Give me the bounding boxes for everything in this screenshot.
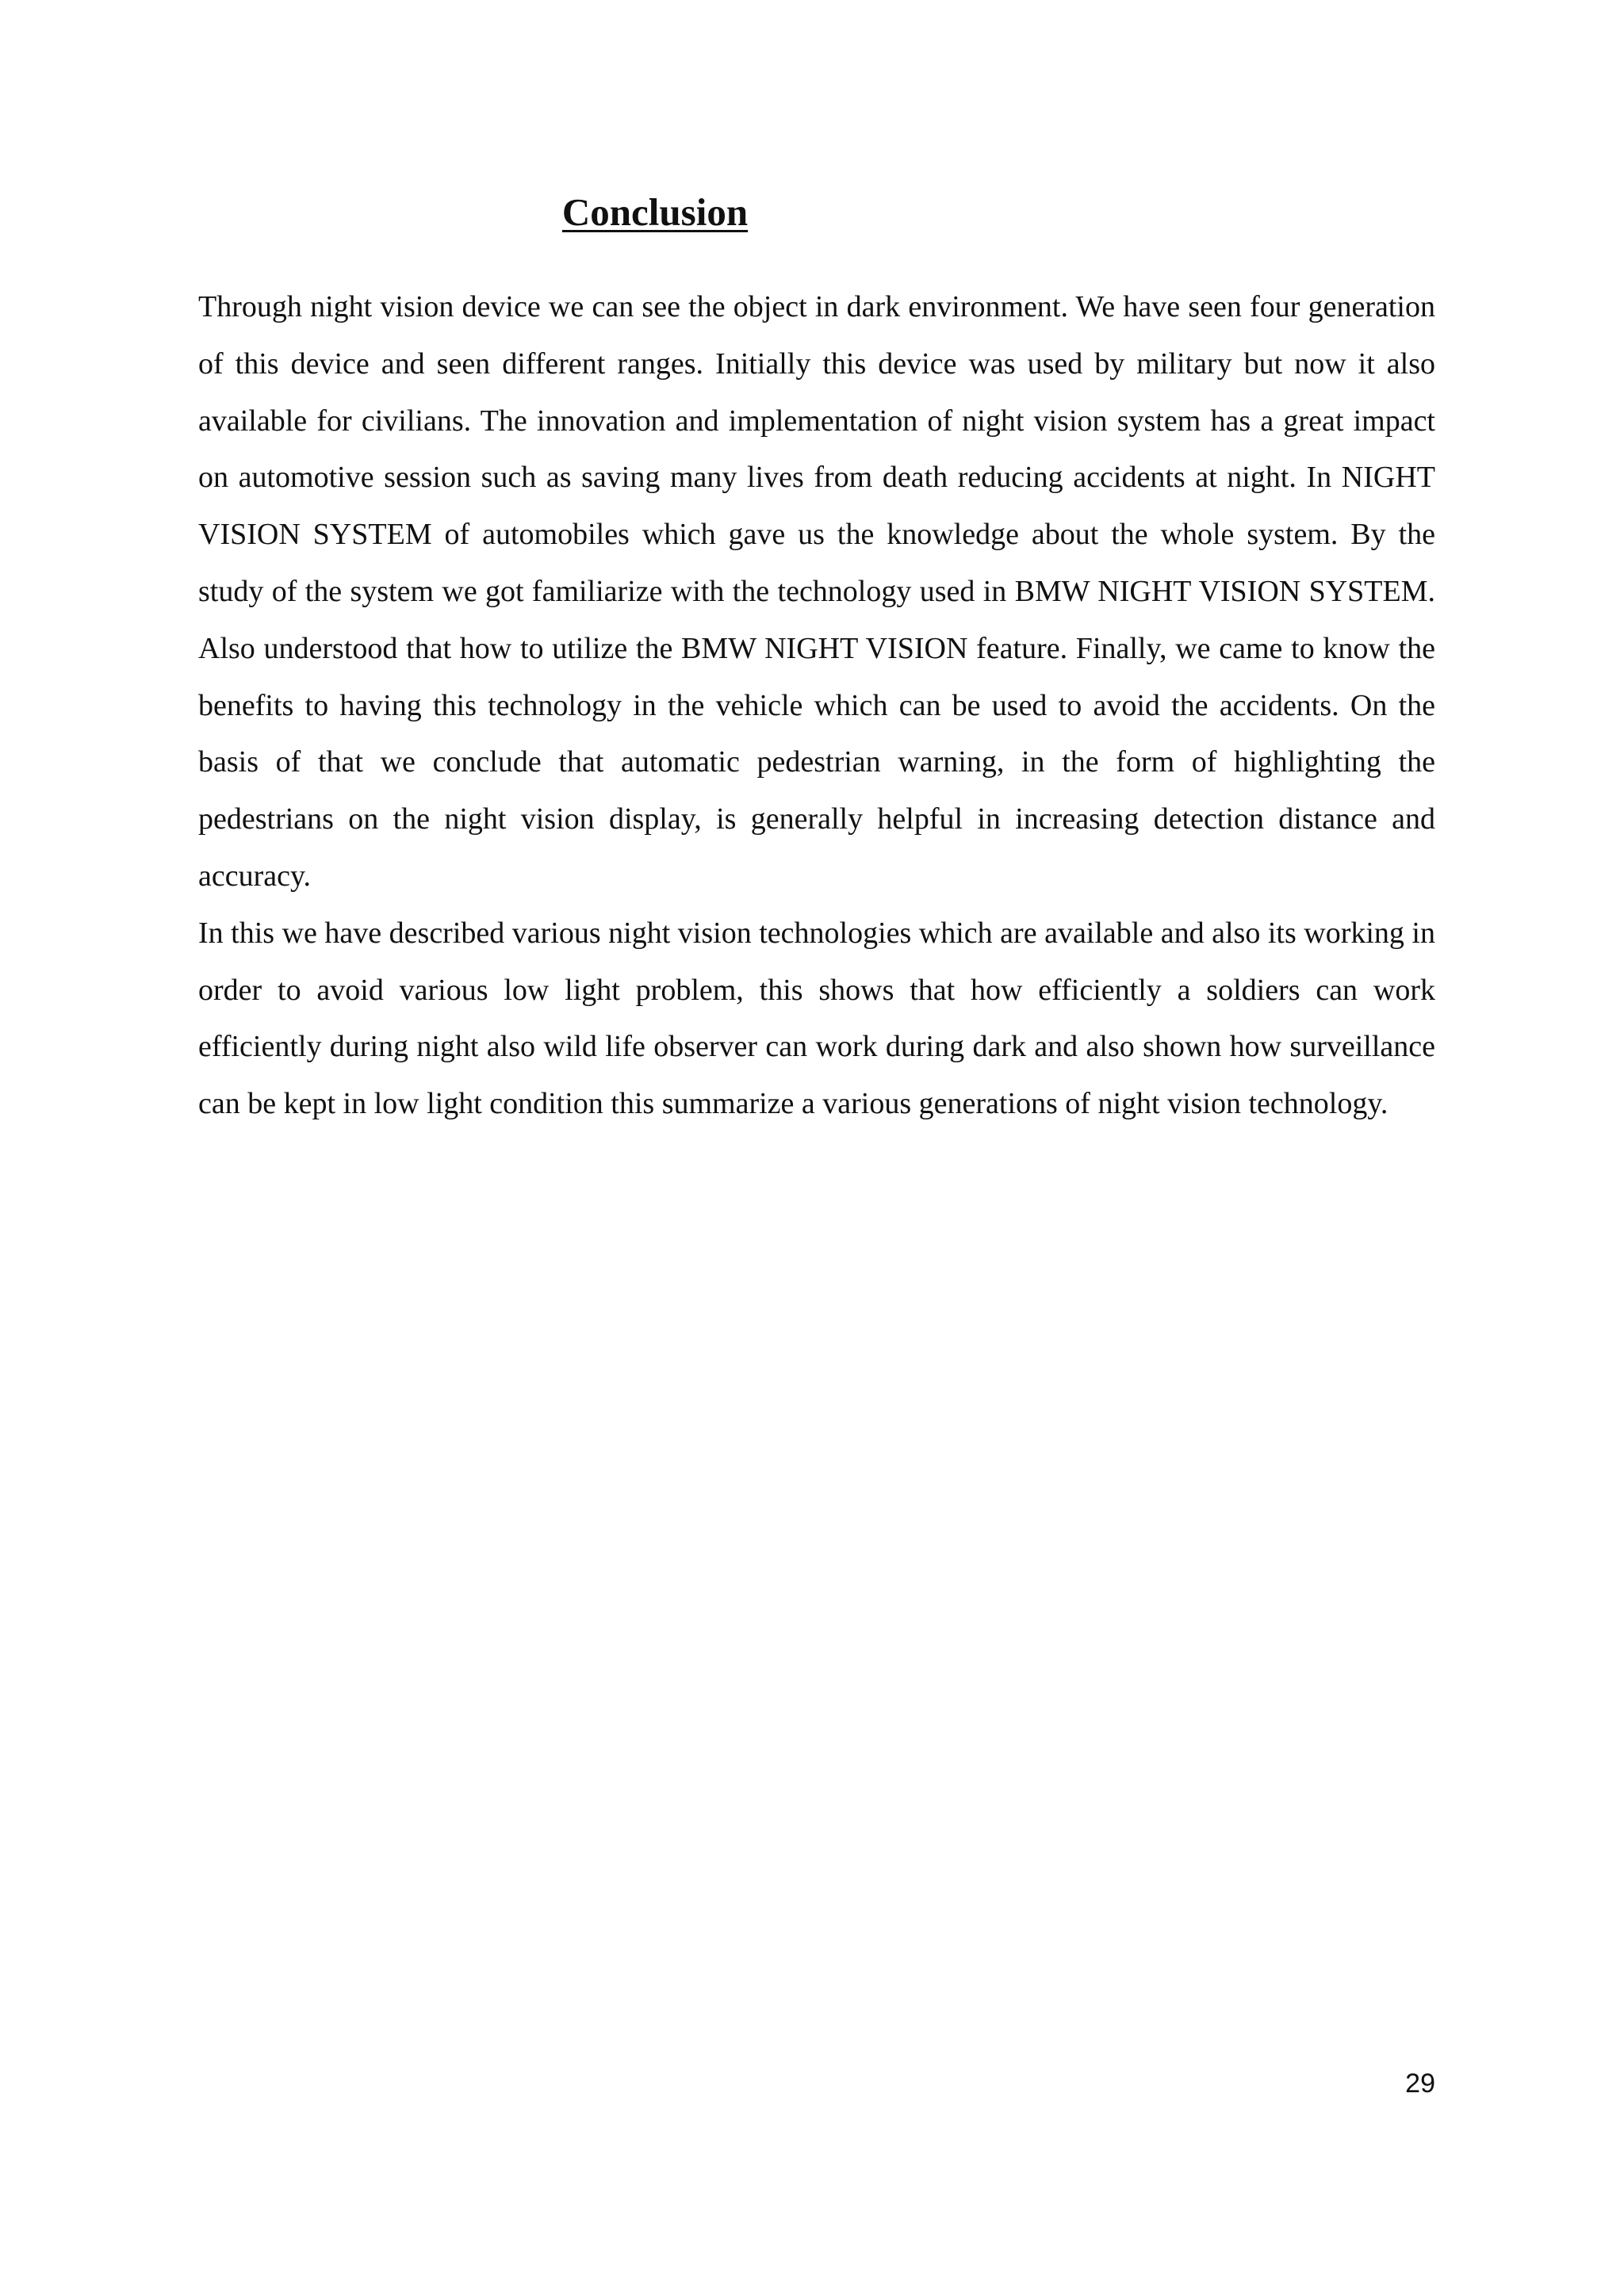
paragraph-summary: Through night vision device we can see the object in dark environment. We have seen four generation of this device and seen different ranges. Initially this device was used by military but now it also available for civilians. The innovation and implementation of night vision system has a great impact on automotive session such as saving many lives from death reducing accidents at night. In NIGHT VISION SYSTEM of automobiles which gave us the knowledge about the whole system. By the study of the system we got familiarize with the technology used in BMW NIGHT VISION SYSTEM. Also understood that how to utilize the BMW NIGHT VISION feature. Finally, we came to know the benefits to having this technology in the vehicle which can be used to avoid the accidents. On the basis of that we conclude that automatic pedestrian warning, in the form of highlighting the pedestrians on the night vision display, is generally helpful in increasing detection distance and accuracy. [198, 290, 1435, 893]
paragraph-technologies: In this we have described various night vision technologies which are available and also its working in order to avoid various low light problem, this shows that how efficiently a soldiers can work efficiently during night also wild life observer can work during dark and also shown how surveillance can be kept in low light condition this summarize a various generations of night vision technology. [198, 916, 1435, 1121]
page-number: 29 [1405, 2068, 1435, 2099]
body-text [198, 279, 1435, 1133]
section-heading: Conclusion [561, 190, 749, 234]
